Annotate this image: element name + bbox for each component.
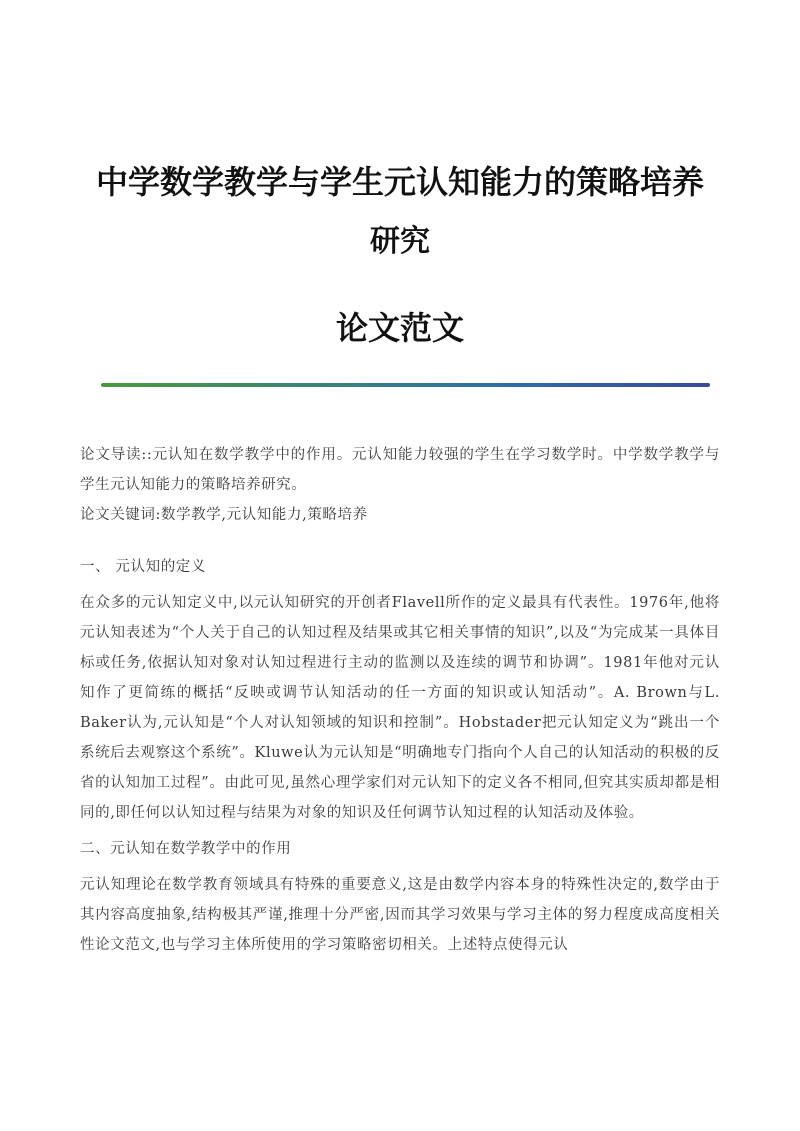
- title-line-2: 研究: [370, 224, 430, 259]
- intro-paragraph: [80, 440, 720, 500]
- intro-label: 论文导读::: [80, 447, 153, 463]
- title-line-1: 中学数学教学与学生元认知能力的策略培养: [95, 163, 704, 201]
- section-body-2: 元认知理论在数学教育领域具有特殊的重要意义,这是由数学内容本身的特殊性决定的,数学由于其内容高度抽象,结构极其严谨,推理十分严密,因而其学习效果与学习主体的努力程度成高度相关性论文范文,也与学习主体所使用的学习策略密切相关。上述特点使得元认: [80, 877, 720, 953]
- subtitle: 论文范文: [335, 309, 464, 347]
- section-heading-1: 一、 元认知的定义: [80, 559, 207, 575]
- keywords-paragraph: [80, 500, 720, 530]
- keywords-text: 数学教学,元认知能力,策略培养: [161, 507, 368, 523]
- section-body-1: 在众多的元认知定义中,以元认知研究的开创者Flavell所作的定义最具有代表性。1976年,他将元认知表述为“个人关于自己的认知过程及结果或其它相关事情的知识”,以及“为完成某一具体目标或任务,依据认知对象对认知过程进行主动的监测以及连续的调节和协调”。1981年他对元认知作了更简练的概括“反映或调节认知活动的任一方面的知识或认知活动”。A. Brown与L. Baker认为,元认知是“个人对认知领域的知识和控制”。Hobstader把元认知定义为“跳出一个系统后去观察这个系统”。Kluwe认为元认知是“明确地专门指向个人自己的认知活动的积极的反省的认知加工过程”。由此可见,虽然心理学家们对元认知下的定义各不相同,但究其实质却都是相同的,即任何以认知过程与结果为对象的知识及任何调节认知过程的认知活动及体验。: [80, 595, 720, 821]
- document-body: [80, 440, 720, 960]
- section-heading-2: 二、元认知在数学教学中的作用: [80, 841, 292, 857]
- title-divider: [101, 383, 710, 387]
- intro-text: 元认知在数学教学中的作用。元认知能力较强的学生在学习数学时。中学数学教学与学生元认知能力的策略培养研究。: [80, 447, 720, 493]
- keywords-label: 论文关键词:: [80, 507, 161, 523]
